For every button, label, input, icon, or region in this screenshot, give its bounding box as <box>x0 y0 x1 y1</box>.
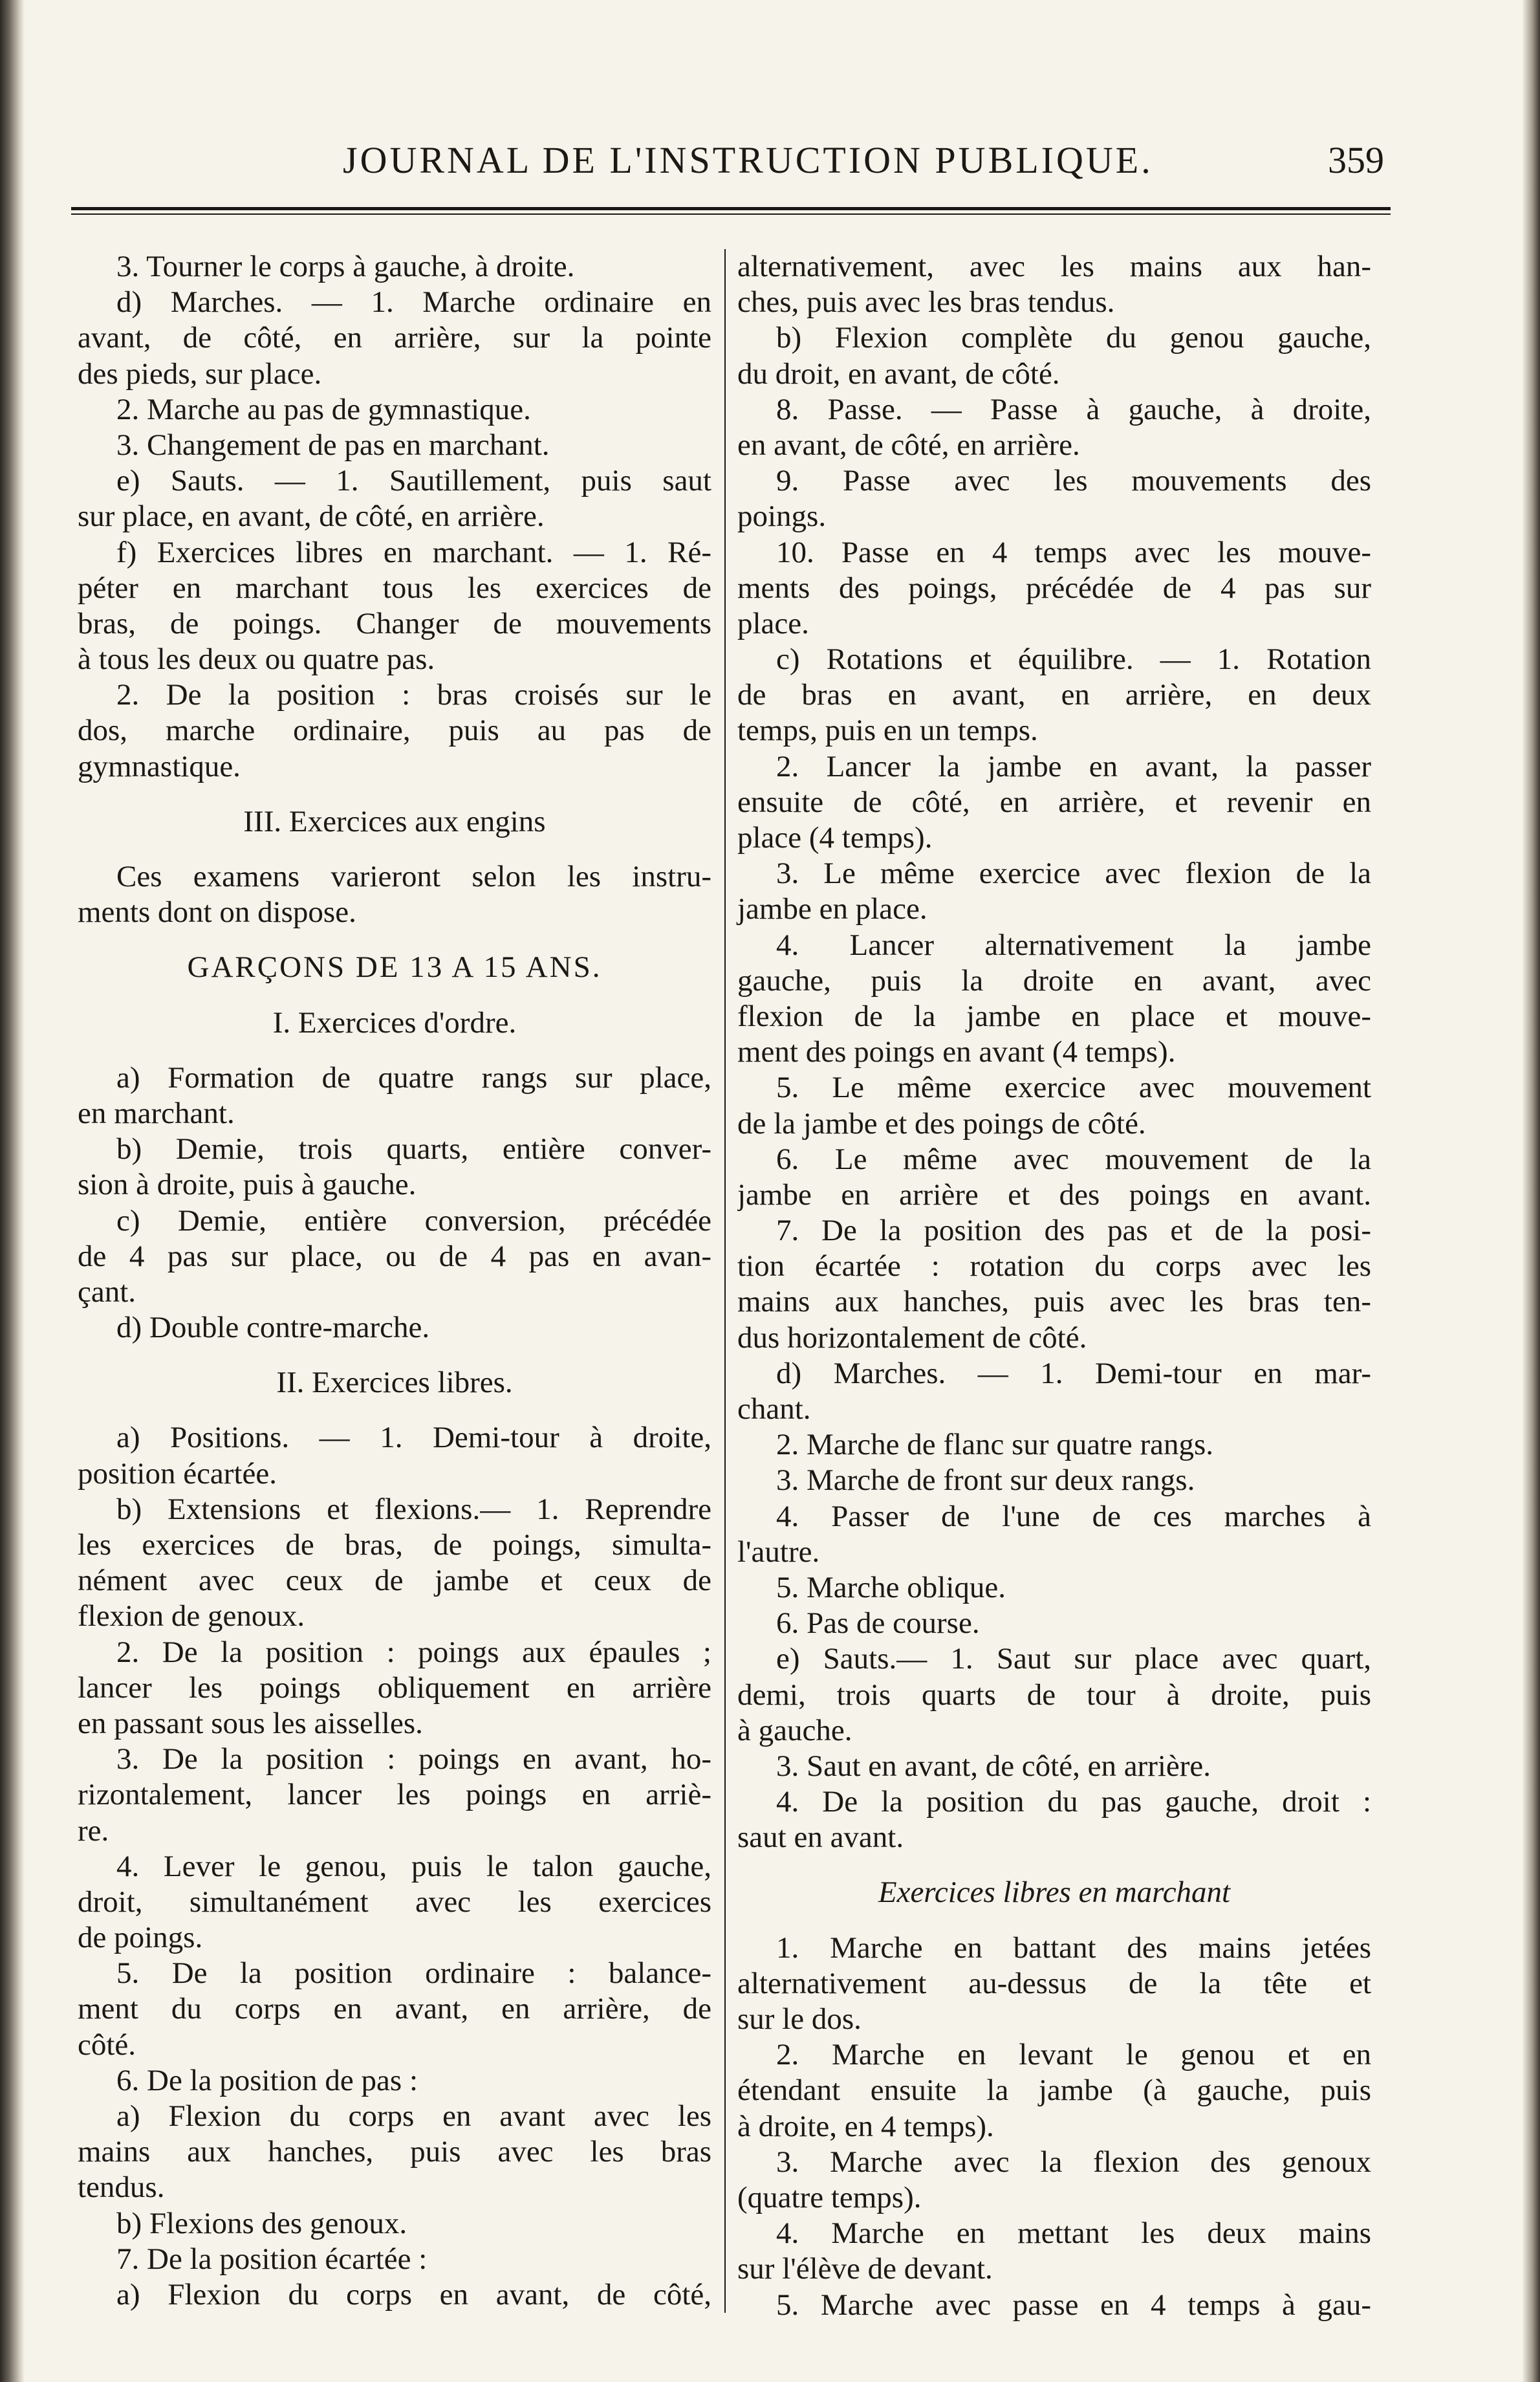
spacer <box>78 1346 711 1365</box>
text-line: ments des poings, précédée de 4 pas sur <box>737 571 1371 605</box>
left-column <box>78 249 711 2313</box>
text-line: 7. De la position écartée : <box>116 2242 428 2276</box>
spacer <box>78 785 711 804</box>
text-line: 2. De la position : poings aux épaules ; <box>116 1635 711 1669</box>
spacer <box>78 1041 711 1060</box>
text-columns <box>78 249 1397 2322</box>
text-line: ches, puis avec les bras tendus. <box>737 285 1115 320</box>
text-line: c) Rotations et équilibre. — 1. Rotation <box>776 642 1371 677</box>
text-line: 10. Passe en 4 temps avec les mouve- <box>776 535 1371 569</box>
text-line: e) Sauts.— 1. Saut sur place avec quart, <box>776 1642 1371 1676</box>
text-line: poings. <box>737 499 827 534</box>
text-line: sion à droite, puis à gauche. <box>78 1168 417 1202</box>
text-line: les exercices de bras, de poings, simulta- <box>78 1528 711 1562</box>
text-line: en avant, de côté, en arrière. <box>737 428 1080 462</box>
text-line: 6. Pas de course. <box>776 1606 980 1641</box>
text-line: en passant sous les aisselles. <box>78 1706 423 1740</box>
text-line: de bras en avant, en arrière, en deux <box>737 678 1371 712</box>
text-line: rizontalement, lancer les poings en arriè- <box>78 1778 711 1812</box>
text-line: GARÇONS DE 13 A 15 ANS. <box>187 950 602 985</box>
text-line: position écartée. <box>78 1456 277 1491</box>
text-line: 4. Passer de l'une de ces marches à <box>776 1499 1371 1533</box>
text-line: 2. Marche au pas de gymnastique. <box>116 392 531 426</box>
text-line: 2. Marche de flanc sur quatre rangs. <box>776 1428 1213 1462</box>
text-line: b) Flexions des genoux. <box>116 2206 407 2240</box>
text-line: re. <box>78 1813 109 1848</box>
text-line: temps, puis en un temps. <box>737 714 1038 748</box>
text-line: 8. Passe. — Passe à gauche, à droite, <box>776 392 1371 426</box>
text-line: ments dont on dispose. <box>78 895 356 930</box>
text-line: dus horizontalement de côté. <box>737 1320 1087 1355</box>
text-line: sur le dos. <box>737 2002 862 2036</box>
text-line: flexion de genoux. <box>78 1599 305 1634</box>
text-line: 5. Marche oblique. <box>776 1570 1006 1604</box>
running-header <box>71 129 1384 188</box>
text-line: 3. Tourner le corps à gauche, à droite. <box>116 250 575 283</box>
text-line: c) Demie, entière conversion, précédée <box>116 1203 711 1238</box>
text-line: d) Double contre-marche. <box>116 1311 430 1345</box>
text-line: III. Exercices aux engins <box>243 804 546 838</box>
text-line: 6. De la position de pas : <box>116 2063 418 2097</box>
text-line: 6. Le même avec mouvement de la <box>776 1142 1371 1176</box>
text-line: 2. Lancer la jambe en avant, la passer <box>776 749 1371 783</box>
text-line: de la jambe et des poings de côté. <box>737 1106 1146 1141</box>
text-line: 2. De la position : bras croisés sur le <box>116 678 711 712</box>
text-line: flexion de la jambe en place et mouve- <box>737 999 1371 1033</box>
text-line: nément avec ceux de jambe et ceux de <box>78 1564 711 1598</box>
text-line: a) Flexion du corps en avant, de côté, <box>116 2277 711 2311</box>
text-line: a) Positions. — 1. Demi-tour à droite, <box>116 1421 711 1455</box>
header-rule-thin <box>71 213 1391 215</box>
text-line: tion écartée : rotation du corps avec les <box>737 1249 1371 1284</box>
text-line: II. Exercices libres. <box>276 1366 513 1400</box>
text-line: du droit, en avant, de côté. <box>737 356 1060 391</box>
text-line: b) Demie, trois quarts, entière conver- <box>116 1132 711 1166</box>
text-line: I. Exercices d'ordre. <box>272 1005 517 1040</box>
page-right-edge <box>1522 0 1540 2382</box>
text-line: de poings. <box>78 1921 203 1955</box>
text-line: saut en avant. <box>737 1820 904 1855</box>
text-line: en marchant. <box>78 1096 235 1130</box>
text-line: d) Marches. — 1. Marche ordinaire en <box>116 285 711 320</box>
text-line: 4. De la position du pas gauche, droit : <box>776 1785 1371 1819</box>
text-line: à droite, en 4 temps). <box>737 2109 994 2143</box>
spacer <box>78 1401 711 1420</box>
text-line: jambe en place. <box>737 892 927 926</box>
text-line: à tous les deux ou quatre pas. <box>78 642 435 677</box>
header-rule <box>71 207 1391 210</box>
text-line: péter en marchant tous les exercices de <box>78 571 711 605</box>
text-line: b) Extensions et flexions.— 1. Reprendre <box>116 1492 711 1526</box>
page-binding-edge <box>0 0 25 2382</box>
spacer <box>78 840 711 859</box>
spacer <box>737 1855 1371 1875</box>
text-line: a) Formation de quatre rangs sur place, <box>116 1060 711 1095</box>
text-line: des pieds, sur place. <box>78 356 322 391</box>
text-line: dos, marche ordinaire, puis au pas de <box>78 714 711 748</box>
text-line: b) Flexion complète du genou gauche, <box>776 321 1371 355</box>
text-line: 5. Le même exercice avec mouvement <box>776 1071 1371 1105</box>
text-line: (quatre temps). <box>737 2180 922 2214</box>
text-line: alternativement au-dessus de la tête et <box>737 1966 1371 2000</box>
text-line: ment du corps en avant, en arrière, de <box>78 1992 711 2026</box>
text-line: mains aux hanches, puis avec les bras <box>78 2135 711 2169</box>
spacer <box>737 1911 1371 1930</box>
text-line: bras, de poings. Changer de mouvements <box>78 606 711 640</box>
text-line: droit, simultanément avec les exercices <box>78 1885 711 1919</box>
text-line: jambe en arrière et des poings en avant. <box>737 1177 1371 1212</box>
text-line: place. <box>737 606 809 640</box>
text-line: lancer les poings obliquement en arrière <box>78 1670 711 1705</box>
text-line: 4. Lever le genou, puis le talon gauche, <box>116 1849 711 1883</box>
text-line: demi, trois quarts de tour à droite, puis <box>737 1677 1371 1712</box>
column-divider <box>724 249 726 2313</box>
text-line: e) Sauts. — 1. Sautillement, puis saut <box>116 464 711 498</box>
text-line: 4. Lancer alternativement la jambe <box>776 928 1371 962</box>
spacer <box>78 930 711 950</box>
text-line: 3. De la position : poings en avant, ho- <box>116 1742 711 1776</box>
text-line: 3. Changement de pas en marchant. <box>116 428 550 462</box>
text-line: avant, de côté, en arrière, sur la pointe <box>78 321 711 355</box>
text-line: étendant ensuite la jambe (à gauche, puis <box>737 2073 1371 2108</box>
text-line: tendus. <box>78 2170 165 2205</box>
text-line: côté. <box>78 2027 136 2062</box>
text-line: 4. Marche en mettant les deux mains <box>776 2216 1371 2251</box>
text-line: 5. De la position ordinaire : balance- <box>116 1956 711 1991</box>
text-line: sur l'élève de devant. <box>737 2252 993 2286</box>
text-line: 5. Marche avec passe en 4 temps à gau- <box>776 2288 1371 2322</box>
text-line: 2. Marche en levant le genou et en <box>776 2038 1371 2072</box>
page-number: 359 <box>1328 139 1384 181</box>
text-line: Exercices libres en marchant <box>878 1875 1231 1910</box>
text-line: çant. <box>78 1274 136 1309</box>
text-line: a) Flexion du corps en avant avec les <box>116 2099 711 2133</box>
journal-title: JOURNAL DE L'INSTRUCTION PUBLIQUE. <box>343 139 1153 181</box>
spacer <box>78 986 711 1005</box>
text-line: f) Exercices libres en marchant. — 1. Ré- <box>116 535 711 569</box>
text-line: alternativement, avec les mains aux han- <box>737 250 1371 283</box>
text-line: de 4 pas sur place, ou de 4 pas en avan- <box>78 1239 711 1273</box>
text-line: à gauche. <box>737 1713 852 1747</box>
text-line: d) Marches. — 1. Demi-tour en mar- <box>776 1356 1371 1390</box>
text-line: place (4 temps). <box>737 821 933 855</box>
text-line: 3. Saut en avant, de côté, en arrière. <box>776 1749 1211 1783</box>
text-line: ensuite de côté, en arrière, et revenir en <box>737 785 1371 819</box>
text-line: chant. <box>737 1392 811 1426</box>
text-line: gauche, puis la droite en avant, avec <box>737 963 1371 998</box>
text-line: 1. Marche en battant des mains jetées <box>776 1930 1371 1965</box>
text-line: mains aux hanches, puis avec les bras ten- <box>737 1285 1371 1319</box>
text-line: sur place, en avant, de côté, en arrière. <box>78 499 545 534</box>
text-line: gymnastique. <box>78 749 241 783</box>
text-line: ment des poings en avant (4 temps). <box>737 1035 1176 1069</box>
text-line: l'autre. <box>737 1535 820 1569</box>
text-line: 3. Marche de front sur deux rangs. <box>776 1463 1195 1498</box>
text-line: Ces examens varieront selon les instru- <box>116 860 711 893</box>
text-line: 7. De la position des pas et de la posi- <box>776 1214 1371 1248</box>
text-line: 9. Passe avec les mouvements des <box>776 464 1371 498</box>
text-line: 3. Le même exercice avec flexion de la <box>776 857 1371 891</box>
right-column <box>737 249 1371 2323</box>
text-line: 3. Marche avec la flexion des genoux <box>776 2145 1371 2179</box>
